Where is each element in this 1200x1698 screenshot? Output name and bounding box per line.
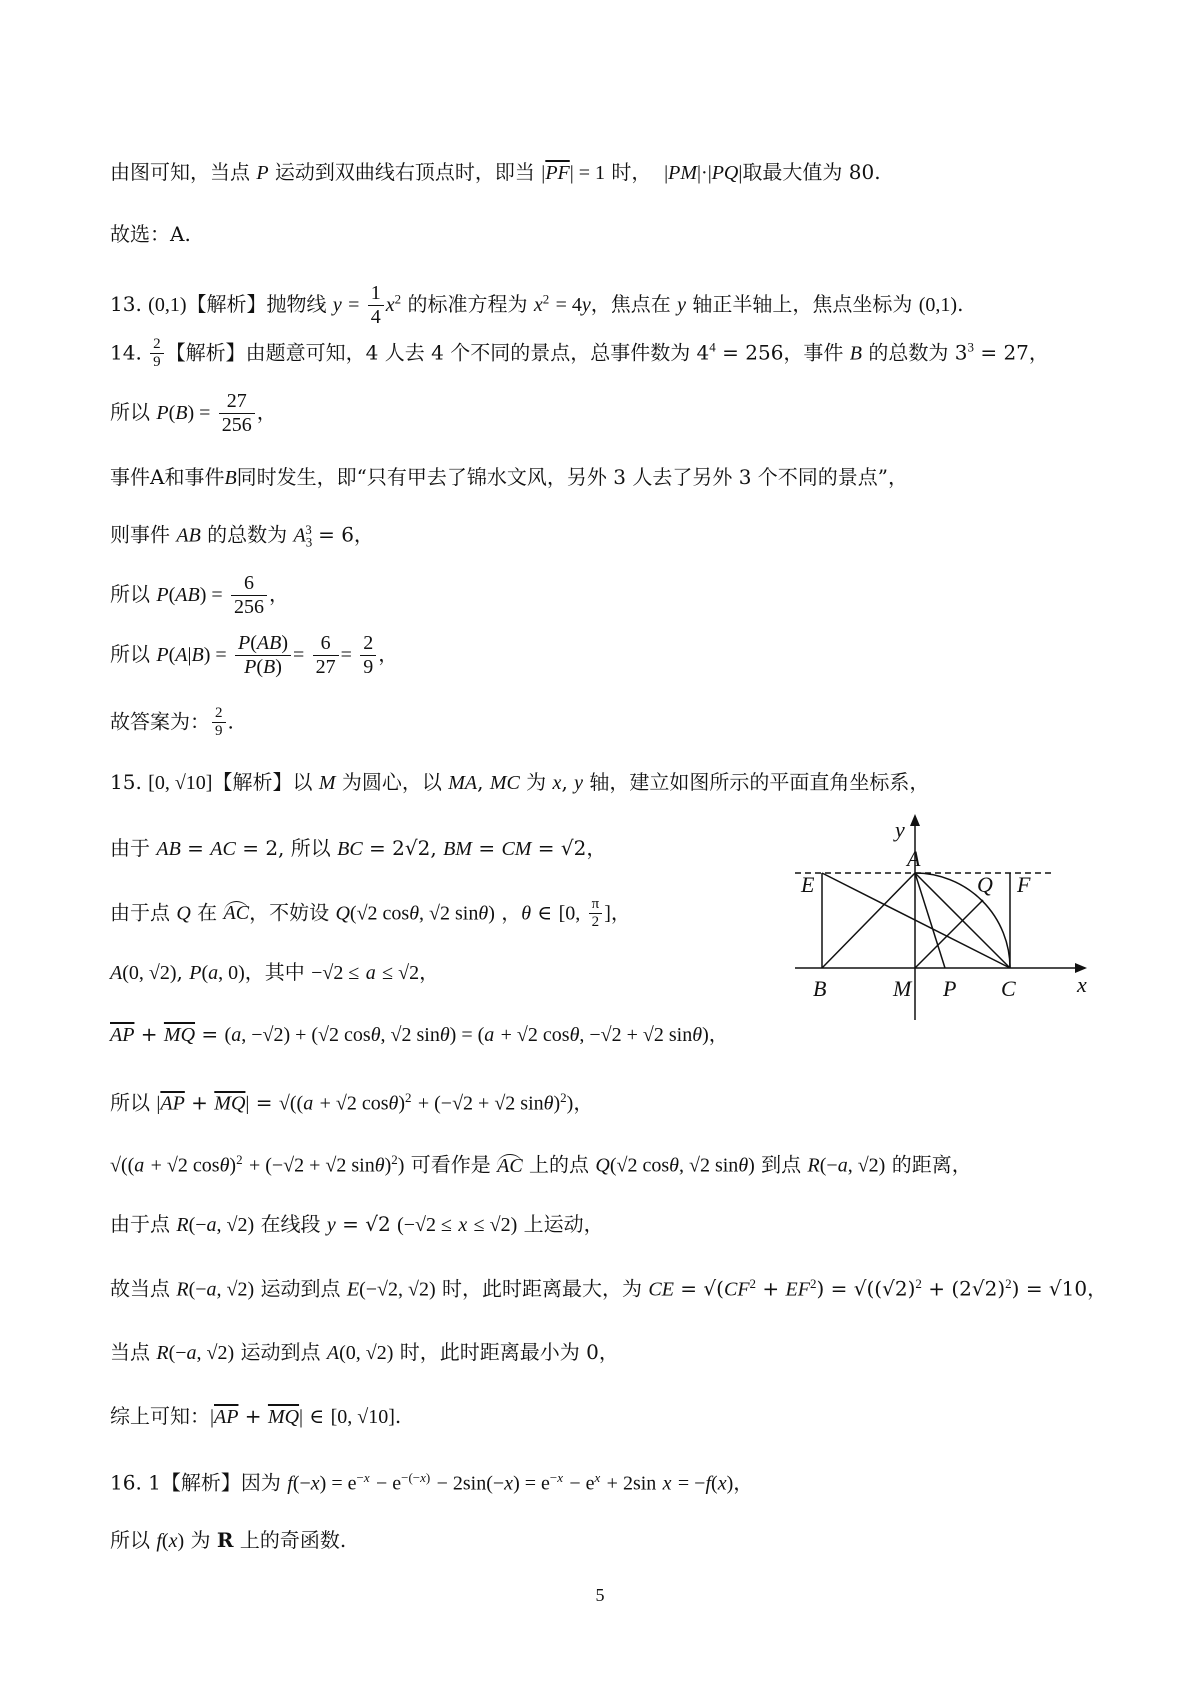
line-6: 事件A和事件B同时发生，即“只有甲去了锦水文风，另外 3 人去了另外 3 个不同的景点”， bbox=[110, 465, 908, 489]
line-9: 所以 P(A|B) = $\frac{P(AB)}{P(B)}$ = $\frac{6}{27}$ = $\frac{2}{9}$ ， bbox=[110, 632, 399, 678]
label-M: M bbox=[893, 976, 912, 1001]
line-8: 所以 P(AB) = $\frac{6}{256}$ ， bbox=[110, 572, 289, 618]
line-15: $\overline{AP} + \overline{MQ} = (a$, −√2) + (√2 cosθ, √2 sinθ) = (a + √2 cosθ, −√2 + √2 sinθ)， bbox=[110, 1022, 729, 1046]
geometry-diagram bbox=[795, 800, 1095, 1030]
line-1: 由图可知，当点 P 运动到双曲线右顶点时，即当 $|\overline{PF}| = 1$ 时， |PM|·|PQ|取最大值为 80. bbox=[110, 160, 881, 184]
line-10: 故答案为： $\frac{2}{9}$ . bbox=[110, 705, 234, 740]
line-16: 所以 $|\overline{AP} + \overline{MQ}| = √((a + √2$ cosθ)$^2$ + (−√2 + √2 sinθ)$^2$)， bbox=[110, 1090, 594, 1115]
line-23: 所以 f(x) 为 R 上的奇函数. bbox=[110, 1528, 347, 1552]
label-F: F bbox=[1017, 872, 1031, 897]
line-11: 15. [0, √10]【解析】以 M 为圆心，以 MA, MC 为 x, y 轴，建立如图所示的平面直角坐标系， bbox=[110, 770, 930, 794]
segment-MQ bbox=[915, 900, 983, 968]
line-17: √((a + √2 cosθ)$^2$ + (−√2 + √2 sinθ)$^2$) 可看作是 AC 上的点 Q(√2 cosθ, √2 sinθ) 到点 R(−a, √2) 的距离， bbox=[110, 1152, 972, 1177]
page-number: 5 bbox=[595, 1585, 605, 1605]
label-E: E bbox=[801, 872, 815, 897]
line-19: 故当点 R(−a, √2) 运动到点 E(−√2, √2) 时，此时距离最大，为 CE = $√(CF^2 + EF^2) = √((√2)^2 + (2√2)^2) = √10$， bbox=[110, 1276, 1108, 1301]
y-axis-arrow bbox=[910, 814, 920, 826]
line-7: 则事件 AB 的总数为 $A_3^3 = 6$， bbox=[110, 522, 374, 550]
segment-AB bbox=[822, 873, 915, 968]
label-Q: Q bbox=[977, 872, 993, 897]
label-C: C bbox=[1001, 976, 1016, 1001]
line-12: 由于 AB = AC = 2, 所以 BC = 2√2, BM = CM = √2， bbox=[110, 836, 607, 860]
label-x: x bbox=[1077, 972, 1087, 997]
line-13: 由于点 Q 在 AC，不妨设 Q(√2 cosθ, √2 sinθ) ，θ ∈ [0, $\frac{\pi}{2}$ ]， bbox=[110, 896, 631, 931]
label-B: B bbox=[813, 976, 827, 1001]
line-4: 14. $\frac{2}{9}$ 【解析】由题意可知，4 人去 4 个不同的景点，总事件数为 $4^4 = 256$，事件 B 的总数为 $3^3 = 27$， bbox=[110, 336, 1049, 371]
label-P: P bbox=[943, 976, 957, 1001]
line-3: 13. (0,1)【解析】抛物线 y = $\frac{1}{4}$ $x^2$ 的标准方程为 $x^2 = 4y$，焦点在 y 轴正半轴上，焦点坐标为 (0,1). bbox=[110, 282, 964, 328]
line-22: 16. 1【解析】因为 $f(-x) = e^{-x} - e^{-(-x)} - 2\sin(-x) = e^{-x} - e^x + 2\sin$ x = −f(x)， bbox=[110, 1470, 754, 1495]
line-21: 综上可知：$|\overline{AP} + \overline{MQ}|$ ∈ [0, √10]. bbox=[110, 1404, 402, 1428]
line-20: 当点 R(−a, √2) 运动到点 A(0, √2) 时，此时距离最小为 0， bbox=[110, 1340, 619, 1364]
line-18: 由于点 R(−a, √2) 在线段 y = √2 (−√2 ≤ x ≤ √2) 上运动， bbox=[110, 1212, 604, 1236]
line-2: 故选：A. bbox=[110, 222, 191, 246]
label-y: y bbox=[895, 817, 905, 842]
line-14: A(0, √2), P(a, 0)，其中 −√2 ≤ a ≤ √2， bbox=[110, 960, 440, 984]
line-5: 所以 P(B) = $\frac{27}{256}$ ， bbox=[110, 390, 277, 436]
label-A: A bbox=[907, 846, 921, 871]
